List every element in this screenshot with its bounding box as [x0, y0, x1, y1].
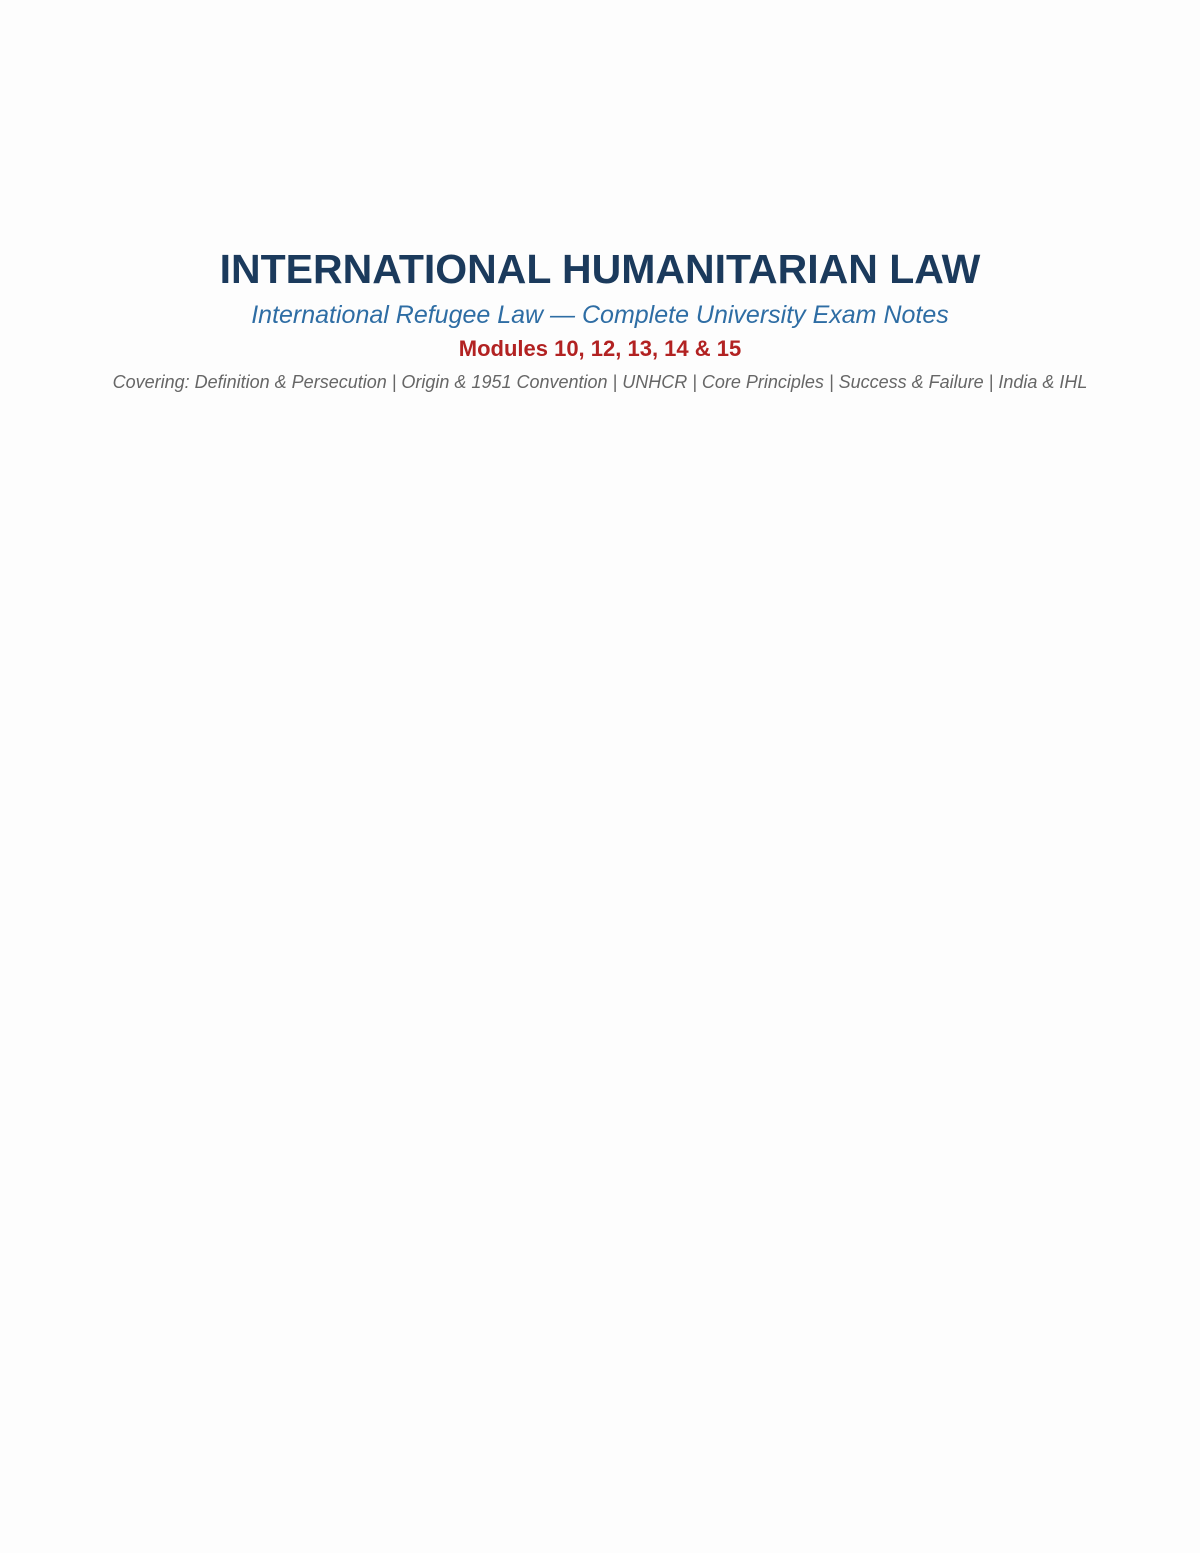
- title-block: [100, 244, 1100, 394]
- document-title: INTERNATIONAL HUMANITARIAN LAW: [219, 246, 981, 292]
- document-subtitle: International Refugee Law — Complete University Exam Notes: [251, 301, 949, 329]
- covering-topics: Covering: Definition & Persecution | Origin & 1951 Convention | UNHCR | Core Principles | Success & Failure | India & IHL: [112, 372, 1088, 392]
- modules-line: Modules 10, 12, 13, 14 & 15: [458, 336, 742, 361]
